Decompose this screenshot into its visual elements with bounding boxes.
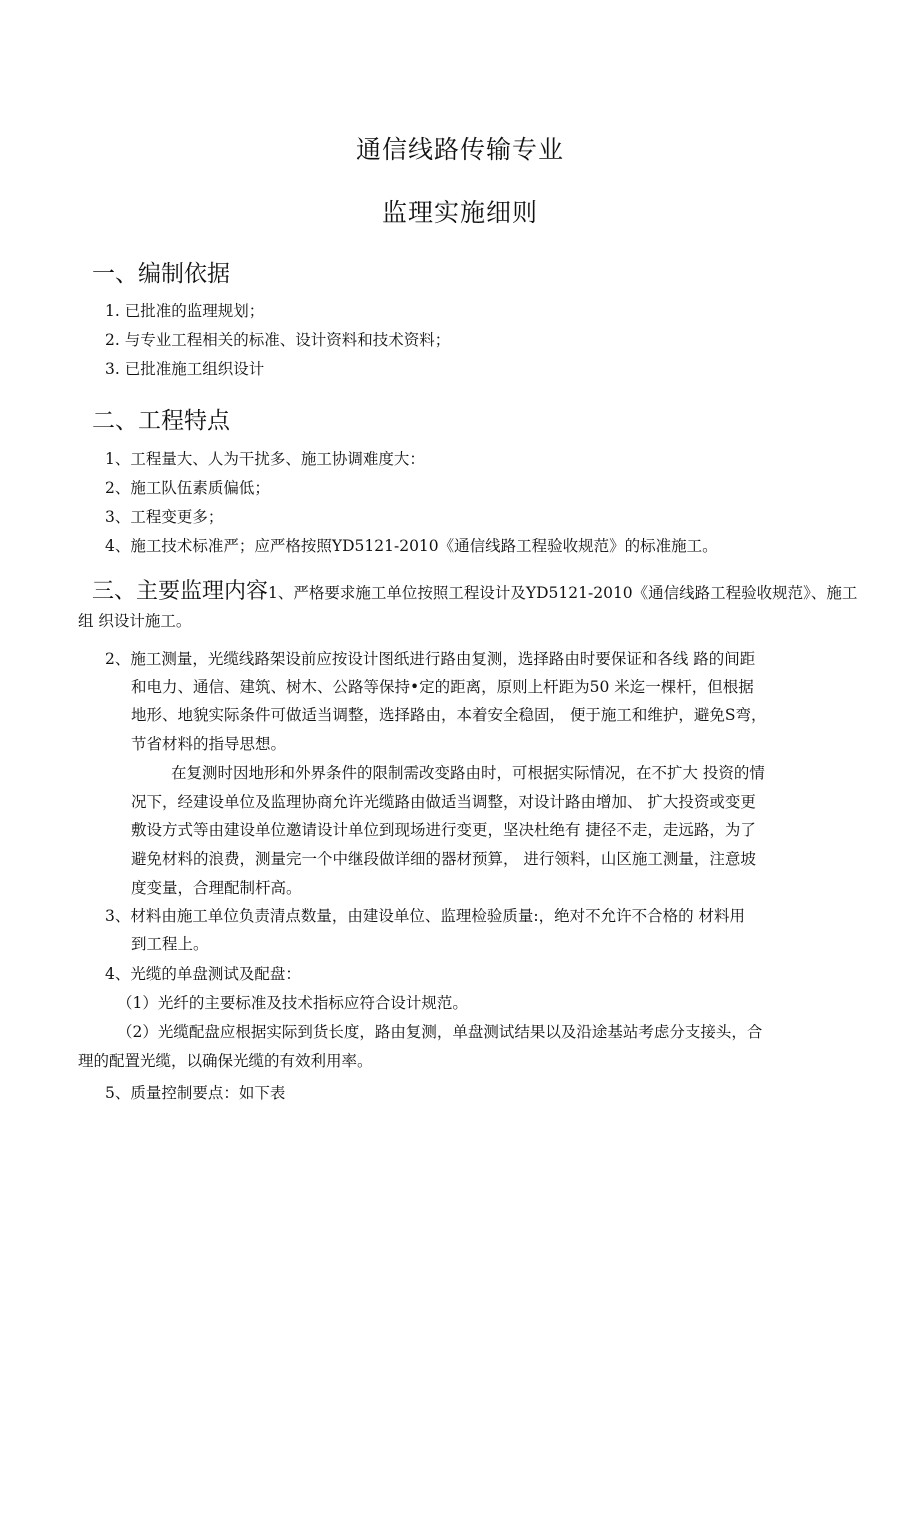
section3-para-line: 敷设方式等由建设单位邀请设计单位到现场进行变更，坚决杜绝有 捷径不走，走远路，为了 — [131, 821, 756, 839]
section1-item: 1. 已批准的监理规划； — [105, 302, 265, 320]
section3-item3-line: 到工程上。 — [131, 935, 209, 953]
section1-heading: 一、编制依据 — [92, 261, 230, 287]
section3-item2-line: 节省材料的指导思想。 — [131, 735, 287, 753]
section3-para-line: 度变量，合理配制杆高。 — [131, 879, 302, 897]
section1-item: 3. 已批准施工组织设计 — [105, 360, 265, 378]
section3-item4-sub2-line: 理的配置光缆，以确保光缆的有效利用率。 — [78, 1052, 373, 1070]
section3-item4-sub1: （1）光纤的主要标准及技术指标应符合设计规范。 — [117, 994, 468, 1012]
section3-para-line: 况下，经建设单位及监理协商允许光缆路由做适当调整，对设计路由增加、 扩大投资或变更 — [131, 793, 756, 811]
section3-para-line: 在复测时因地形和外界条件的限制需改变路由时，可根据实际情况，在不扩大 投资的情 — [171, 764, 765, 782]
section2-heading: 二、工程特点 — [92, 408, 230, 434]
section2-item: 3、工程变更多； — [105, 508, 224, 526]
section2-item: 4、施工技术标准严；应严格按照YD5121-2010《通信线路工程验收规范》的标准施工。 — [105, 537, 718, 555]
section3-item4-sub2-line: （2）光缆配盘应根据实际到货长度，路由复测，单盘测试结果以及沿途基站考虑分支接头，合 — [117, 1023, 763, 1041]
section2-item: 2、施工队伍素质偏低； — [105, 479, 270, 497]
section3-item2-line: 和电力、通信、建筑、树木、公路等保持•定的距离，原则上杆距为50 米迄一棵杆，但根据 — [131, 678, 754, 696]
section3-heading-block — [78, 578, 868, 635]
section3-item2-line: 地形、地貌实际条件可做适当调整，选择路由，本着安全稳固， 便于施工和维护，避免S弯， — [131, 706, 767, 724]
section3-item5: 5、质量控制要点：如下表 — [105, 1084, 286, 1102]
section3-item1: 1、严格要求施工单位按照工程设计及YD5121-2010《通信线路工程验收规范》、施工组 织设计施工。 — [78, 584, 858, 630]
document-title-line2: 监理实施细则 — [381, 198, 538, 227]
section3-heading: 三、主要监理内容 — [92, 579, 269, 604]
document-title-line1: 通信线路传输专业 — [355, 135, 564, 164]
section1-item: 2. 与专业工程相关的标准、设计资料和技术资料； — [105, 331, 451, 349]
section3-item4: 4、光缆的单盘测试及配盘： — [105, 965, 301, 983]
section3-para-line: 避免材料的浪费，测量完一个中继段做详细的器材预算， 进行领料，山区施工测量，注意坡 — [131, 850, 756, 868]
section2-item: 1、工程量大、人为干扰多、施工协调难度大： — [105, 450, 425, 468]
section3-item3-line: 3、材料由施工单位负责清点数量，由建设单位、监理检验质量:，绝对不允许不合格的 材料用 — [105, 907, 746, 925]
section3-item2-line: 2、施工测量，光缆线路架设前应按设计图纸进行路由复测，选择路由时要保证和各线 路的间距 — [105, 650, 756, 668]
